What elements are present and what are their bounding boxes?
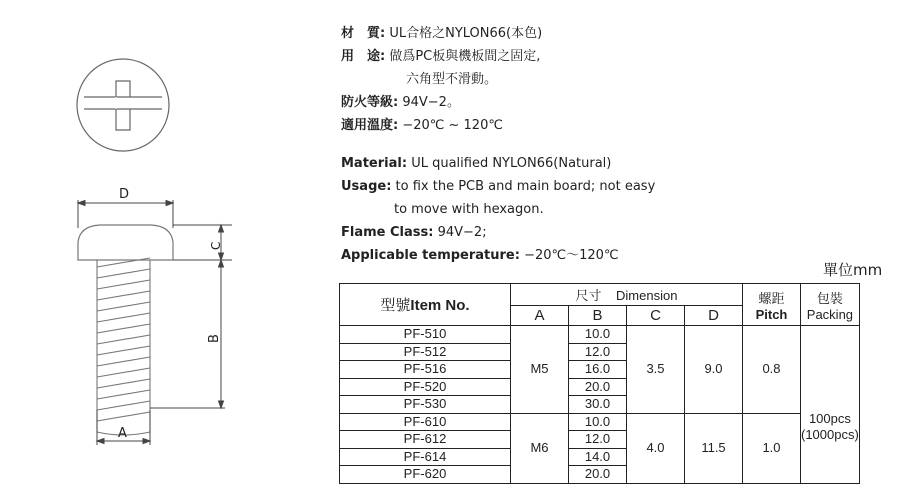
dimension-table xyxy=(339,283,860,484)
cell-B: 16.0 xyxy=(569,361,627,379)
dimension-A-label: A xyxy=(118,426,127,441)
cell-item-no: PF-510 xyxy=(340,326,511,344)
cell-item-no: PF-530 xyxy=(340,396,511,414)
dimension-D xyxy=(78,200,173,228)
cell-C: 4.0 xyxy=(627,413,685,483)
header-packing: 包裝 Packing xyxy=(801,284,860,326)
table-row xyxy=(340,326,860,344)
header-col-B: B xyxy=(569,306,627,326)
dimension-C xyxy=(173,225,232,260)
spec-zh-usage-cont: 六角型不滑動。 xyxy=(406,72,498,87)
header-pitch: 螺距 Pitch xyxy=(743,284,801,326)
cell-item-no: PF-520 xyxy=(340,378,511,396)
cell-B: 30.0 xyxy=(569,396,627,414)
spec-en-temp: Applicable temperature: −20℃～120℃ xyxy=(341,248,619,263)
dimension-C-label: C xyxy=(209,241,223,250)
unit-label: 單位mm xyxy=(823,261,883,279)
table-row xyxy=(340,413,860,431)
screw-head xyxy=(78,225,173,260)
cell-A: M6 xyxy=(511,413,569,483)
cell-item-no: PF-612 xyxy=(340,431,511,449)
cell-item-no: PF-516 xyxy=(340,361,511,379)
spec-en-usage: Usage: to fix the PCB and main board; not easy xyxy=(341,179,656,194)
cell-B: 10.0 xyxy=(569,326,627,344)
cell-item-no: PF-614 xyxy=(340,448,511,466)
cell-B: 12.0 xyxy=(569,431,627,449)
spec-en xyxy=(341,152,655,267)
header-dimension: 尺寸 Dimension xyxy=(511,284,743,306)
spec-zh-material: 材 質: UL合格之NYLON66(本色) xyxy=(341,26,543,41)
cell-item-no: PF-610 xyxy=(340,413,511,431)
cell-D: 11.5 xyxy=(685,413,743,483)
screw-top-view xyxy=(77,59,169,151)
spec-zh-temp: 適用溫度: −20℃ ~ 120℃ xyxy=(341,118,503,133)
spec-zh xyxy=(341,22,542,137)
dimension-B-label: B xyxy=(207,334,222,343)
packing-line-1: 100pcs xyxy=(808,411,851,427)
dimension-D-label: D xyxy=(119,187,130,202)
spec-en-flame: Flame Class: 94V−2; xyxy=(341,225,487,240)
spec-en-material: Material: UL qualified NYLON66(Natural) xyxy=(341,156,612,171)
cell-item-no: PF-620 xyxy=(340,466,511,484)
spec-zh-flame: 防火等級: 94V−2。 xyxy=(341,95,460,110)
screw-drawing xyxy=(60,50,260,450)
header-item-no: 型號Item No. xyxy=(340,284,511,326)
cell-B: 12.0 xyxy=(569,343,627,361)
dimension-B xyxy=(150,260,225,408)
cell-pitch: 1.0 xyxy=(743,413,801,483)
cell-D: 9.0 xyxy=(685,326,743,414)
packing-line-2: (1000pcs) xyxy=(801,427,859,443)
screw-thread xyxy=(97,258,150,435)
spec-en-usage-cont: to move with hexagon. xyxy=(394,202,544,217)
cell-pitch: 0.8 xyxy=(743,326,801,414)
cell-B: 10.0 xyxy=(569,413,627,431)
cell-B: 20.0 xyxy=(569,378,627,396)
spec-zh-usage: 用 途: 做爲PC板與機板間之固定, xyxy=(341,49,541,64)
header-col-D: D xyxy=(685,306,743,326)
cell-packing xyxy=(801,326,860,484)
header-col-A: A xyxy=(511,306,569,326)
cell-B: 14.0 xyxy=(569,448,627,466)
cell-C: 3.5 xyxy=(627,326,685,414)
cell-item-no: PF-512 xyxy=(340,343,511,361)
cell-A: M5 xyxy=(511,326,569,414)
cell-B: 20.0 xyxy=(569,466,627,484)
header-col-C: C xyxy=(627,306,685,326)
